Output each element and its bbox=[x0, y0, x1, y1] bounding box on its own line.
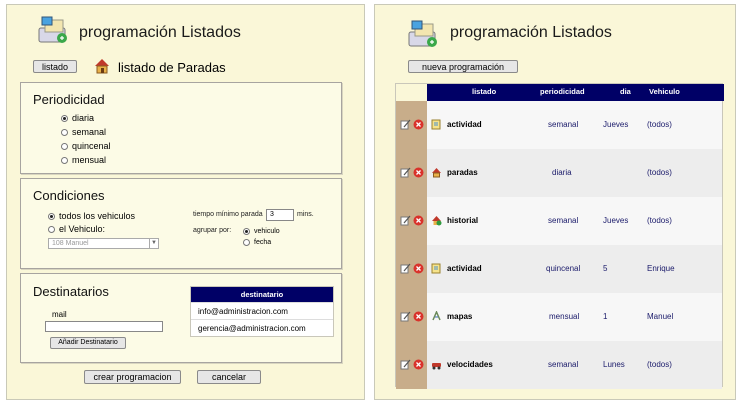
recipient-row[interactable]: gerencia@administracion.com bbox=[191, 319, 333, 336]
row-vehiculo: (todos) bbox=[647, 168, 672, 177]
schedules-table bbox=[395, 83, 723, 387]
edit-icon[interactable] bbox=[400, 167, 411, 178]
programming-app-icon bbox=[35, 14, 71, 46]
row-dia: 1 bbox=[603, 312, 608, 321]
row-vehiculo: Manuel bbox=[647, 312, 674, 321]
radio-semanal[interactable]: semanal bbox=[61, 127, 106, 137]
row-vehiculo: (todos) bbox=[647, 360, 672, 369]
listado-button[interactable]: listado bbox=[33, 60, 77, 73]
radio-mensual[interactable]: mensual bbox=[61, 155, 106, 165]
row-vehiculo: (todos) bbox=[647, 120, 672, 129]
delete-icon[interactable] bbox=[413, 119, 424, 130]
delete-icon[interactable] bbox=[413, 359, 424, 370]
delete-icon[interactable] bbox=[413, 167, 424, 178]
table-row[interactable] bbox=[396, 149, 722, 197]
destinatarios-title: Destinatarios bbox=[33, 284, 109, 299]
radio-diaria[interactable]: diaria bbox=[61, 113, 94, 123]
row-vehiculo: (todos) bbox=[647, 216, 672, 225]
radio-quincenal[interactable]: quincenal bbox=[61, 141, 111, 151]
history-icon bbox=[431, 215, 442, 226]
condiciones-title: Condiciones bbox=[33, 188, 105, 203]
speed-icon bbox=[431, 359, 442, 370]
column-vehiculo: Vehiculo bbox=[649, 87, 680, 96]
cancel-button[interactable]: cancelar bbox=[197, 370, 261, 384]
radio-el-vehiculo[interactable]: el Vehiculo: bbox=[48, 224, 105, 234]
row-dia: 5 bbox=[603, 264, 608, 273]
row-listado: actividad bbox=[447, 264, 482, 273]
radio-todos-vehiculos[interactable]: todos los vehiculos bbox=[48, 211, 135, 221]
tiempo-input[interactable]: 3 bbox=[266, 209, 294, 221]
mail-input[interactable] bbox=[45, 321, 163, 332]
document-icon bbox=[431, 119, 442, 130]
destinatarios-group bbox=[20, 273, 342, 363]
periodicidad-group bbox=[20, 82, 342, 174]
row-listado: historial bbox=[447, 216, 479, 225]
table-row[interactable] bbox=[396, 293, 722, 341]
delete-icon[interactable] bbox=[413, 215, 424, 226]
page-title: programación Listados bbox=[450, 24, 612, 41]
row-periodicidad: diaria bbox=[552, 168, 572, 177]
add-recipient-button[interactable]: Añadir Destinatario bbox=[50, 337, 126, 349]
row-periodicidad: semanal bbox=[548, 216, 579, 225]
create-schedule-button[interactable]: crear programacion bbox=[84, 370, 181, 384]
column-dia: dia bbox=[620, 87, 631, 96]
edit-icon[interactable] bbox=[400, 119, 411, 130]
page-title: programación Listados bbox=[79, 24, 241, 41]
agrupar-label: agrupar por: bbox=[193, 227, 232, 234]
column-listado: listado bbox=[472, 87, 497, 96]
report-subtitle: listado de Paradas bbox=[118, 60, 226, 75]
row-dia: Jueves bbox=[603, 216, 629, 225]
condiciones-group bbox=[20, 178, 342, 269]
recipients-table bbox=[190, 286, 334, 337]
table-row[interactable] bbox=[396, 197, 722, 245]
house-icon bbox=[93, 57, 111, 75]
column-periodicidad: periodicidad bbox=[540, 87, 585, 96]
table-header bbox=[427, 84, 724, 101]
new-schedule-button[interactable]: nueva programación bbox=[408, 60, 518, 73]
recipient-row[interactable]: info@administracion.com bbox=[191, 302, 333, 319]
row-vehiculo: Enrique bbox=[647, 264, 675, 273]
row-periodicidad: semanal bbox=[548, 120, 579, 129]
edit-icon[interactable] bbox=[400, 263, 411, 274]
mail-label: mail bbox=[52, 310, 67, 319]
recipients-header: destinatario bbox=[191, 287, 333, 302]
row-periodicidad: quincenal bbox=[546, 264, 581, 273]
programming-app-icon bbox=[405, 18, 441, 50]
row-dia: Lunes bbox=[603, 360, 625, 369]
map-icon bbox=[431, 311, 442, 322]
tiempo-unit: mins. bbox=[297, 211, 314, 218]
periodicidad-title: Periodicidad bbox=[33, 92, 105, 107]
table-row[interactable] bbox=[396, 101, 722, 149]
table-row[interactable] bbox=[396, 245, 722, 293]
document-icon bbox=[431, 263, 442, 274]
vehicle-select[interactable]: 108 Manuel ▼ bbox=[48, 238, 159, 249]
chevron-down-icon: ▼ bbox=[149, 239, 158, 248]
radio-agrupar-fecha[interactable]: fecha bbox=[243, 239, 271, 246]
row-listado: paradas bbox=[447, 168, 478, 177]
radio-agrupar-vehiculo[interactable]: vehiculo bbox=[243, 228, 280, 235]
programacion-form-panel bbox=[6, 4, 365, 400]
edit-icon[interactable] bbox=[400, 215, 411, 226]
tiempo-label: tiempo mínimo parada bbox=[193, 211, 263, 218]
row-periodicidad: mensual bbox=[549, 312, 580, 321]
row-listado: mapas bbox=[447, 312, 473, 321]
table-row[interactable] bbox=[396, 341, 722, 389]
programaciones-list-panel bbox=[374, 4, 736, 400]
edit-icon[interactable] bbox=[400, 311, 411, 322]
row-periodicidad: semanal bbox=[548, 360, 579, 369]
edit-icon[interactable] bbox=[400, 359, 411, 370]
row-dia: Jueves bbox=[603, 120, 629, 129]
delete-icon[interactable] bbox=[413, 263, 424, 274]
delete-icon[interactable] bbox=[413, 311, 424, 322]
house-icon bbox=[431, 167, 442, 178]
row-listado: actividad bbox=[447, 120, 482, 129]
row-listado: velocidades bbox=[447, 360, 493, 369]
